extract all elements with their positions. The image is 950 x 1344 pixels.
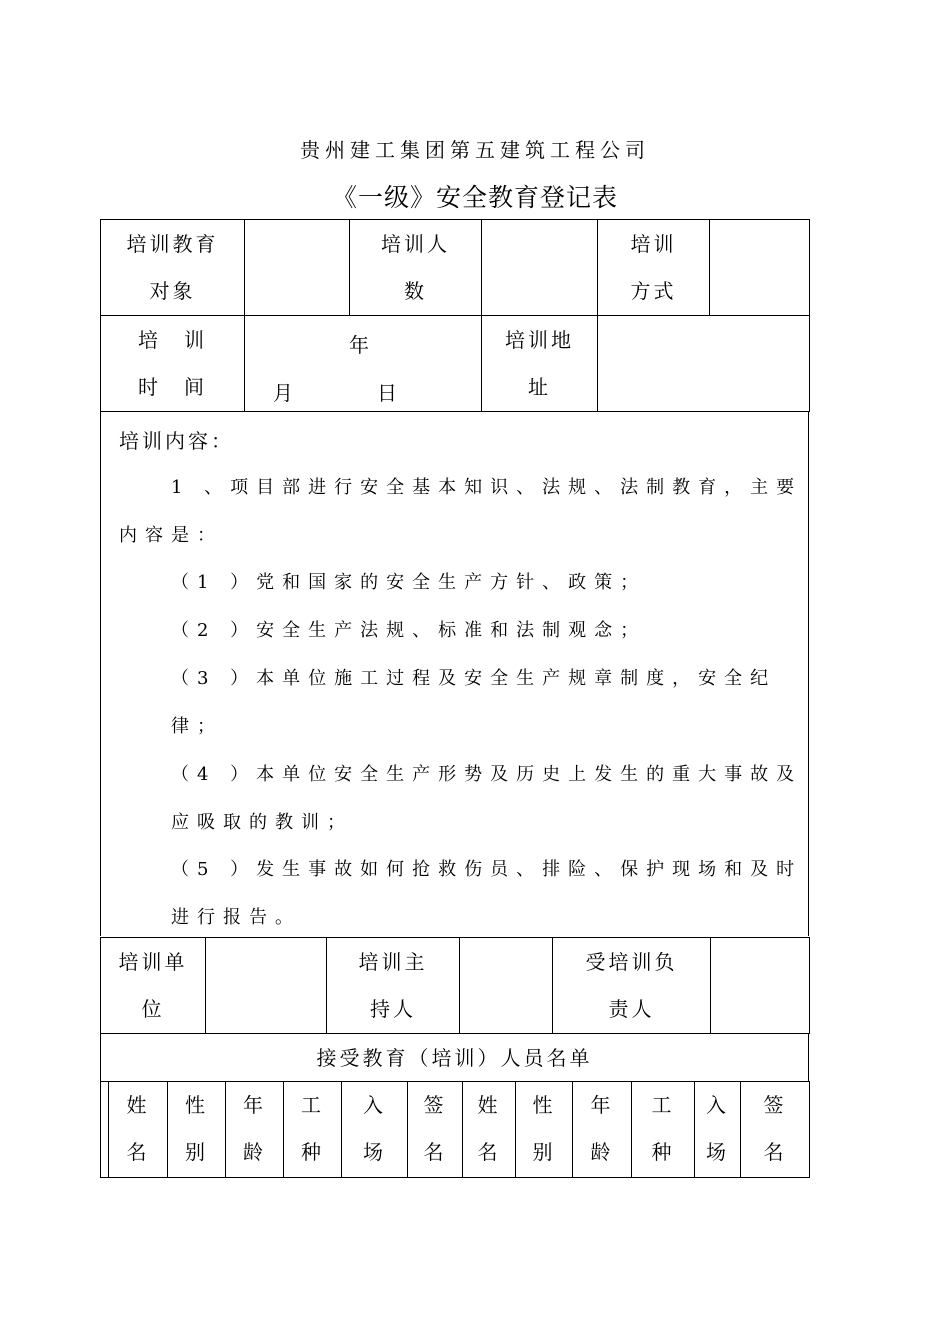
roster-title: 接受教育（培训）人员名单 [101,1034,809,1082]
col-trade: 工 种 [632,1081,695,1177]
content-line: （5 ）发生事故如何抢救伤员、排险、保护现场和及时 [171,859,803,880]
content-line: 1 、项目部进行安全基本知识、法规、法制教育，主要 [171,477,803,498]
content-line: （3 ）本单位施工过程及安全生产规章制度，安全纪 [171,668,777,689]
time-label: 培 训 时 间 [101,316,245,412]
col-gender: 性 别 [168,1081,226,1177]
training-content [100,411,809,936]
day-label: 日 [377,380,397,405]
host-label: 培训主 持人 [327,938,460,1034]
roster-title-row [100,1033,809,1082]
unit-label: 培训单 位 [101,938,206,1034]
col-trade: 工 种 [284,1081,342,1177]
content-line: （1 ）党和国家的安全生产方针、政策； [171,572,647,593]
company-name: 贵州建工集团第五建筑工程公司 [300,138,650,162]
unit-value[interactable] [206,938,327,1034]
form-title: 《一级》安全教育登记表 [331,183,618,212]
col-gender: 性 别 [516,1081,573,1177]
content-line: 律； [171,716,223,737]
roster-header [108,1081,810,1178]
place-label: 培训地 址 [482,316,598,412]
row-training-unit [100,937,810,1034]
row-training-target [100,219,810,316]
host-value[interactable] [460,938,553,1034]
bottom-tick [100,1177,108,1178]
target-label: 培训教育 对象 [101,220,245,316]
content-label: 培训内容： [119,429,234,453]
place-value[interactable] [598,316,810,412]
month-label: 月 [273,380,293,405]
content-line: （2 ）安全生产法规、标准和法制观念； [171,620,647,641]
col-name: 姓 名 [463,1081,516,1177]
col-age: 年 龄 [226,1081,284,1177]
col-entry: 入 场 [342,1081,408,1177]
col-name: 姓 名 [109,1081,168,1177]
count-value[interactable] [482,220,598,316]
target-value[interactable] [245,220,350,316]
content-line: 内容是： [119,525,223,546]
year-label: 年 [349,332,369,357]
col-signature: 签 名 [741,1081,810,1177]
left-border-line [100,1081,101,1178]
method-label: 培训 方式 [598,220,710,316]
content-line: （4 ）本单位安全生产形势及历史上发生的重大事故及 [171,764,803,785]
content-line: 应吸取的教训； [171,812,353,833]
content-line: 进行报告。 [171,907,301,928]
count-label: 培训人 数 [350,220,482,316]
leader-label: 受培训负 责人 [553,938,711,1034]
method-value[interactable] [710,220,810,316]
col-entry: 入 场 [695,1081,741,1177]
col-signature: 签 名 [408,1081,463,1177]
leader-value[interactable] [711,938,810,1034]
row-training-time [100,315,810,412]
col-age: 年 龄 [573,1081,632,1177]
time-value[interactable] [245,316,482,412]
